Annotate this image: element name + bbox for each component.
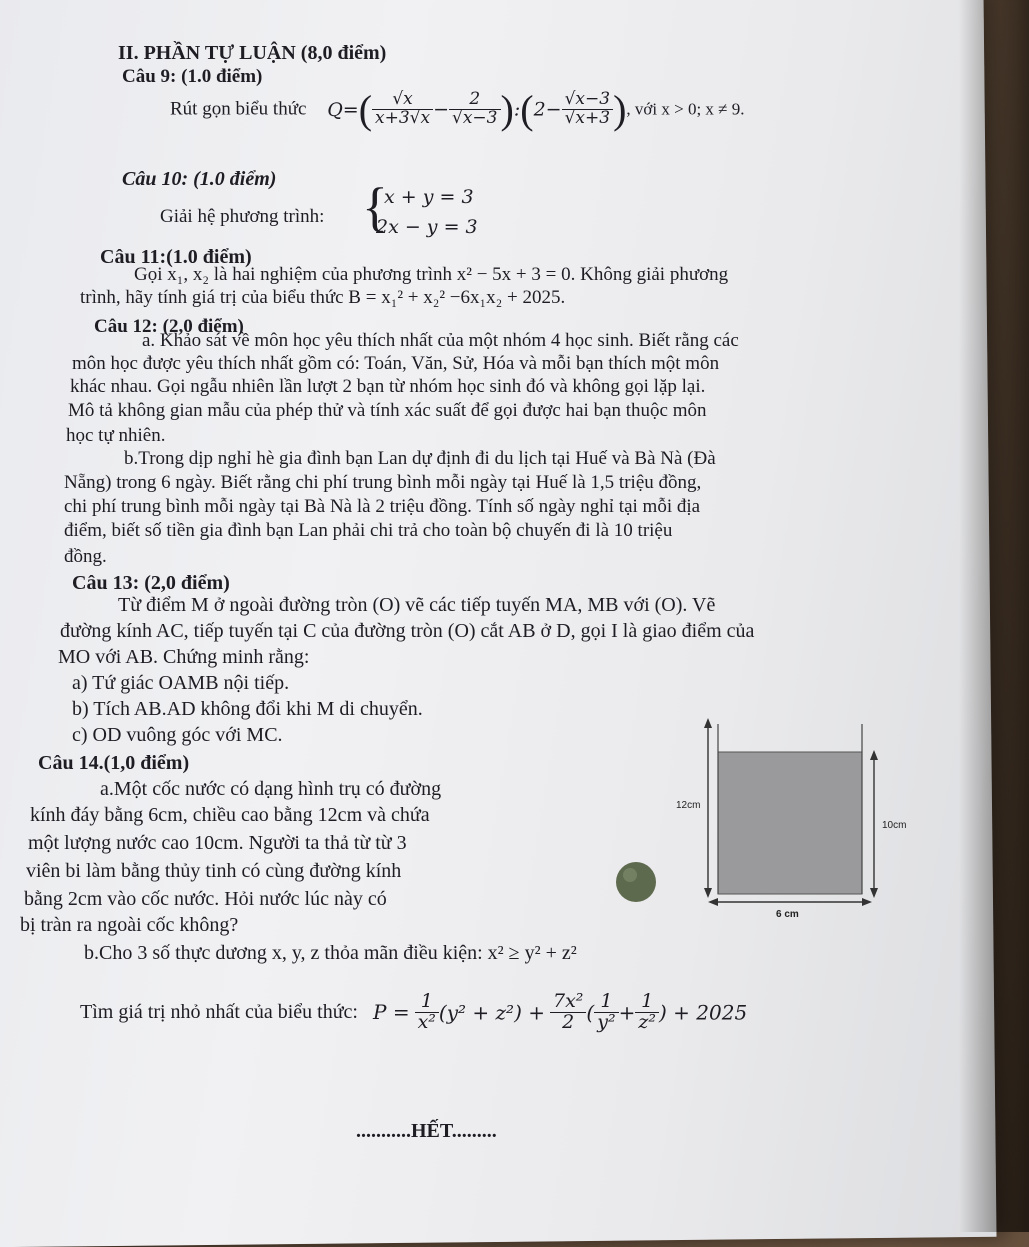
q9-intro: Rút gọn biểu thức: [170, 98, 307, 120]
q12-a5: học tự nhiên.: [66, 425, 166, 446]
q14-p-f3-den: y²: [597, 1010, 616, 1033]
q9-condition: , với x > 0; x ≠ 9.: [626, 99, 745, 119]
q14-a4: viên bi làm bằng thủy tinh có cùng đường kính: [26, 860, 402, 882]
q12-b4: điểm, biết số tiền gia đình bạn Lan phải chi trả cho toàn bộ chuyến đi là 10 triệu: [64, 520, 673, 541]
label-10cm: 10cm: [882, 820, 907, 831]
q12-b3: chi phí trung bình mỗi ngày tại Bà Nà là 2 triệu đồng. Tính số ngày nghỉ tại mỗi địa: [64, 496, 701, 517]
q13-heading: Câu 13: (2,0 điểm): [72, 572, 230, 594]
q9-f2-den: √x−3: [452, 108, 498, 128]
q9-Q: Q=: [327, 98, 359, 121]
width-arrow-6: [708, 898, 872, 906]
footer-end: ...........HẾT.........: [356, 1120, 497, 1142]
q10-heading: Câu 10: (1.0 điểm): [122, 168, 277, 190]
label-6cm: 6 cm: [776, 909, 799, 920]
q9-f1-num: √x: [372, 91, 433, 110]
q14-p-open: (: [586, 1000, 595, 1025]
q9-minus: −: [433, 98, 450, 121]
q13-line2: đường kính AC, tiếp tuyến tại C của đường tròn (O) cắt AB ở D, gọi I là giao điểm của: [60, 620, 755, 642]
q12-b2: Nẵng) trong 6 ngày. Biết rằng chi phí trung bình mỗi ngày tại Huế là 1,5 triệu đồng,: [64, 472, 702, 493]
q14-p-f1-num: 1: [415, 992, 439, 1013]
q14-p-mid: (y² + z²) +: [438, 1000, 545, 1025]
q14-p-f4-den: z²: [638, 1010, 656, 1033]
q11-heading: Câu 11:(1.0 điểm): [100, 246, 252, 268]
q14-a6: bị tràn ra ngoài cốc không?: [20, 914, 239, 936]
height-arrow-12: [704, 718, 712, 898]
q14-p-f2-num: 7x²: [550, 992, 586, 1013]
q14-P: P =: [373, 1000, 410, 1025]
q10-eq2: 2x − y = 3: [376, 216, 478, 238]
q14-p-f4-num: 1: [635, 992, 659, 1013]
q14-p-f2-den: 2: [562, 1010, 575, 1033]
water-body: [718, 752, 862, 894]
q9-expression: Rút gọn biểu thức Q=( $\frac{√x}{x+3√x}$ − $\frac{2}{√x-3}$ ):(2− $\frac{√x-3}{√x+3}$ ), với x > 0; x ≠ 9.: [170, 87, 745, 132]
q9-f3-den: √x+3: [564, 108, 611, 128]
q13-a: a) Tứ giác OAMB nội tiếp.: [72, 672, 290, 694]
q14-a1: a.Một cốc nước có dạng hình trụ có đường: [100, 778, 442, 800]
height-arrow-10: [870, 750, 878, 898]
q9-f3-num: √x−3: [562, 91, 613, 110]
q9-colon: :: [513, 98, 521, 121]
glass-figure: [600, 710, 920, 925]
q13-line1: Từ điểm M ở ngoài đường tròn (O) vẽ các tiếp tuyến MA, MB với (O). Vẽ: [118, 594, 716, 616]
q14-p-f3-num: 1: [594, 992, 618, 1013]
q14-p-expression: [80, 992, 747, 1033]
q10-brace: {: [362, 177, 388, 237]
q9-heading: Câu 9: (1.0 điểm): [122, 66, 263, 87]
q14-a5: bằng 2cm vào cốc nước. Hỏi nước lúc này có: [24, 888, 387, 910]
q14-heading: Câu 14.(1,0 điểm): [38, 752, 190, 774]
q10-eq1: x + y = 3: [384, 186, 474, 208]
q14-a2: kính đáy bằng 6cm, chiều cao bằng 12cm và chứa: [30, 804, 430, 826]
q11-line2: trình, hãy tính giá trị của biểu thức B = x₁² + x₂² −6x₁x₂ + 2025.: [80, 287, 566, 308]
q14-p-plus: +: [618, 1000, 636, 1025]
q12-heading: Câu 12: (2,0 điểm): [94, 316, 244, 337]
q13-b: b) Tích AB.AD không đổi khi M di chuyển.: [72, 698, 423, 720]
q12-a2: môn học được yêu thích nhất gồm có: Toán, Văn, Sử, Hóa và mỗi bạn thích một môn: [72, 353, 720, 374]
q14-p-end: ) + 2025: [659, 1000, 748, 1025]
q11-line1: Gọi x₁, x₂ là hai nghiệm của phương trình x² − 5x + 3 = 0. Không giải phương: [134, 264, 729, 285]
page-edge-shadow: [959, 0, 1029, 1232]
q12-a3: khác nhau. Gọi ngẫu nhiên lần lượt 2 bạn từ nhóm học sinh đó và không gọi lặp lại.: [70, 376, 706, 397]
q14-b2: Tìm giá trị nhỏ nhất của biểu thức:: [80, 1000, 358, 1023]
q13-c: c) OD vuông góc với MC.: [72, 724, 283, 746]
q9-f2-num: 2: [449, 91, 500, 110]
label-12cm: 12cm: [676, 800, 701, 811]
q14-p-f1-den: x²: [417, 1010, 436, 1033]
q12-a1: a. Khảo sát về môn học yêu thích nhất của một nhóm 4 học sinh. Biết rằng các: [142, 330, 739, 351]
q14-a3: một lượng nước cao 10cm. Người ta thả từ từ 3: [28, 832, 407, 854]
q12-b1: b.Trong dịp nghỉ hè gia đình bạn Lan dự định đi du lịch tại Huế và Bà Nà (Đà: [124, 448, 716, 469]
q9-f1-den: x+3√x: [375, 108, 431, 128]
section-title: II. PHẦN TỰ LUẬN (8,0 điểm): [118, 42, 387, 64]
q12-b5: đồng.: [64, 546, 107, 567]
q10-intro: Giải hệ phương trình:: [160, 206, 325, 227]
q13-line3: MO với AB. Chứng minh rằng:: [58, 646, 310, 668]
q14-b1: b.Cho 3 số thực dương x, y, z thỏa mãn điều kiện: x² ≥ y² + z²: [84, 942, 577, 964]
glass-ball: [616, 862, 656, 902]
q12-a4: Mô tả không gian mẫu của phép thử và tính xác suất để gọi được hai bạn thuộc môn: [68, 400, 707, 421]
q9-two: 2−: [533, 98, 562, 121]
